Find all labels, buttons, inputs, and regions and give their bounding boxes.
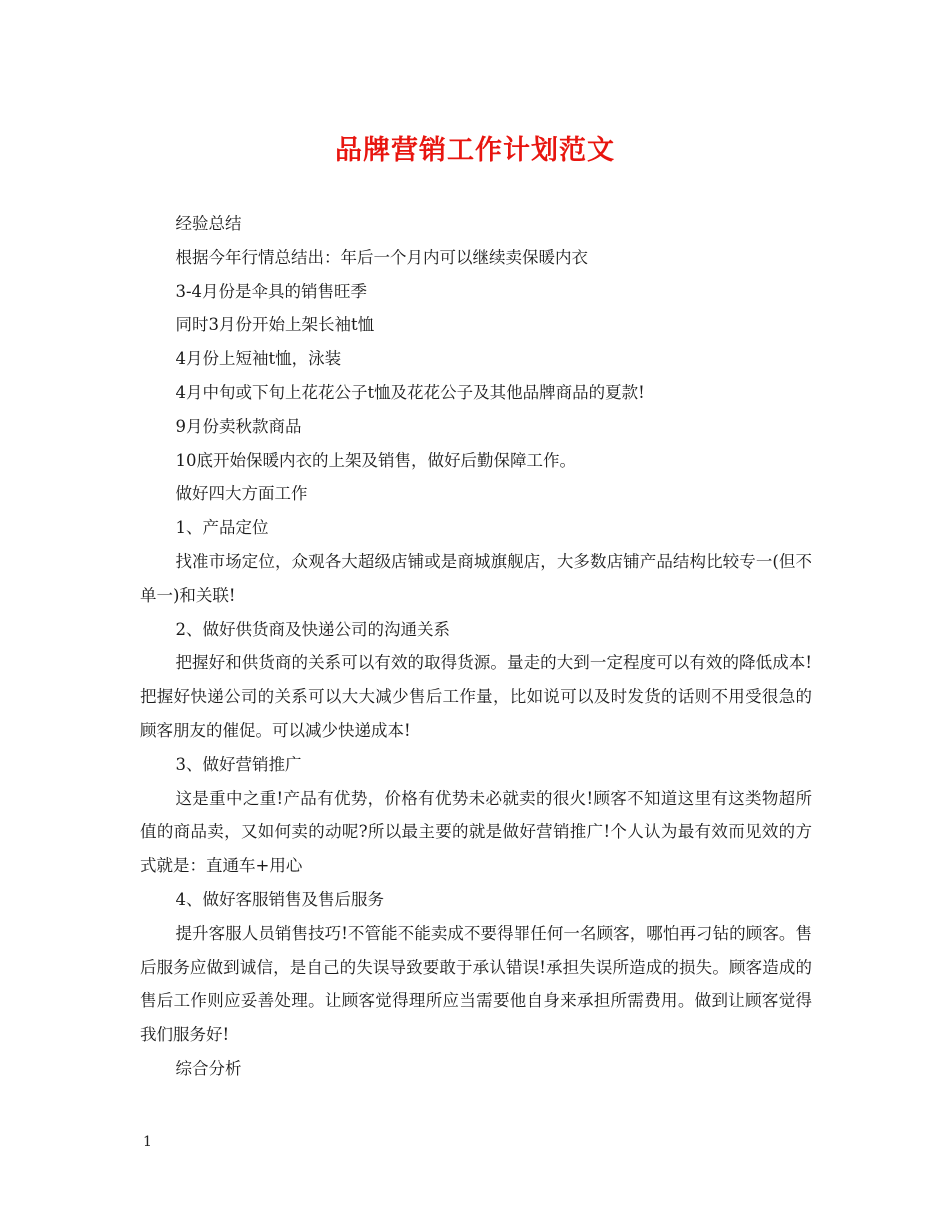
paragraph-experience-summary: 经验总结 [175,214,242,233]
section-heading: 4、做好客服销售及售后服务 [175,889,384,909]
paragraph: 3-4月份是伞具的销售旺季 [175,281,368,301]
paragraph: 这是重中之重!产品有优势，价格有优势未必就卖的很火!顾客不知道这里有这类物超所值的商品卖，又如何卖的动呢?所以最主要的就是做好营销推广!个人认为最有效而见效的方式就是：直通车+用心 [140,788,812,876]
paragraph: 4月份上短袖t恤，泳装 [175,349,342,369]
paragraph: 根据今年行情总结出：年后一个月内可以继续卖保暖内衣 [175,247,588,267]
document-body [140,207,812,1086]
paragraph: 10底开始保暖内衣的上架及销售，做好后勤保障工作。 [175,450,576,470]
section-heading: 1、产品定位 [175,518,269,538]
section-heading: 综合分析 [175,1058,242,1078]
section-heading: 2、做好供货商及快递公司的沟通关系 [175,619,450,639]
paragraph: 9月份卖秋款商品 [175,416,302,436]
paragraph: 提升客服人员销售技巧!不管能不能卖成不要得罪任何一名顾客，哪怕再刁钻的顾客。售后服务应做到诚信，是自己的失误导致要敢于承认错误!承担失误所造成的损失。顾客造成的售后工作则应妥善处理。让顾客觉得理所应当需要他自身来承担所需费用。做到让顾客觉得我们服务好! [140,923,812,1045]
section-heading: 做好四大方面工作 [175,484,308,504]
paragraph: 4月中旬或下旬上花花公子t恤及花花公子及其他品牌商品的夏款! [175,382,645,402]
page-number: 1 [143,1134,152,1150]
paragraph: 把握好和供货商的关系可以有效的取得货源。量走的大到一定程度可以有效的降低成本! 把握好快递公司的关系可以大大减少售后工作量，比如说可以及时发货的话则不用受很急的顾客朋友的催促。可以减少快递成本! [140,653,812,740]
document-title: 品牌营销工作计划范文 [335,135,615,166]
section-heading: 3、做好营销推广 [175,754,302,774]
paragraph: 找准市场定位，众观各大超级店铺或是商城旗舰店，大多数店铺产品结构比较专一(但不单一)和关联! [140,551,812,605]
paragraph: 同时3月份开始上架长袖t恤 [175,315,375,335]
